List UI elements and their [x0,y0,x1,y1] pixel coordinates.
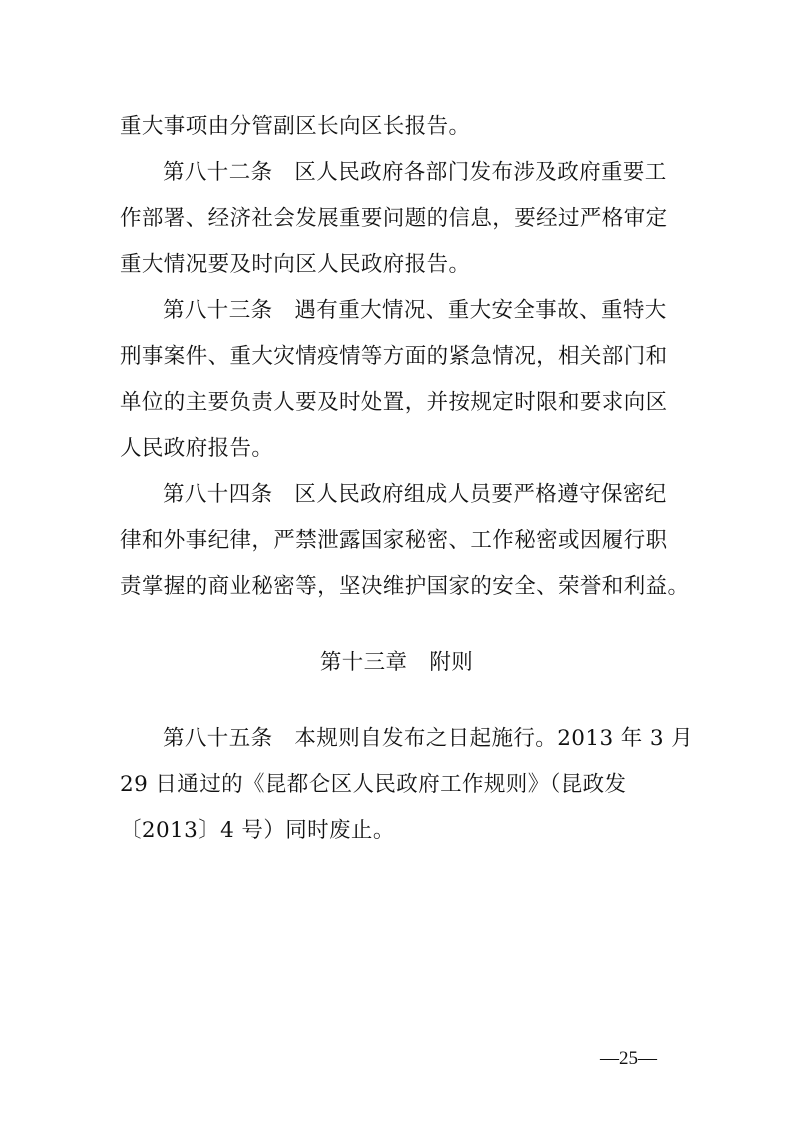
article-84-line-2: 律和外事纪律，严禁泄露国家秘密、工作秘密或因履行职 [120,528,668,553]
article-85-line-1: 第八十五条 本规则自发布之日起施行。2013 年 3 月 [163,726,694,751]
article-82-line-3: 重大情况要及时向区人民政府报告。 [120,252,471,277]
article-83-line-1: 第八十三条 遇有重大情况、重大安全事故、重特大 [163,298,667,323]
article-83-line-2: 刑事案件、重大灾情疫情等方面的紧急情况，相关部门和 [120,344,668,369]
article-85-line-2: 29 日通过的《昆都仑区人民政府工作规则》（昆政发 [120,772,627,797]
text-line-continuation: 重大事项由分管副区长向区长报告。 [120,114,471,139]
page-number: —25— [600,1048,657,1069]
article-84-line-3: 责掌握的商业秘密等，坚决维护国家的安全、荣誉和利益。 [120,574,690,599]
article-82-line-2: 作部署、经济社会发展重要问题的信息，要经过严格审定 [120,206,668,231]
article-83-line-4: 人民政府报告。 [120,436,274,461]
article-84-line-1: 第八十四条 区人民政府组成人员要严格遵守保密纪 [163,482,667,507]
chapter-13-heading: 第十三章 附则 [319,650,474,675]
article-82-line-1: 第八十二条 区人民政府各部门发布涉及政府重要工 [163,160,667,185]
article-83-line-3: 单位的主要负责人要及时处置，并按规定时限和要求向区 [120,390,668,415]
article-85-line-3: 〔2013〕4 号）同时废止。 [120,818,395,843]
